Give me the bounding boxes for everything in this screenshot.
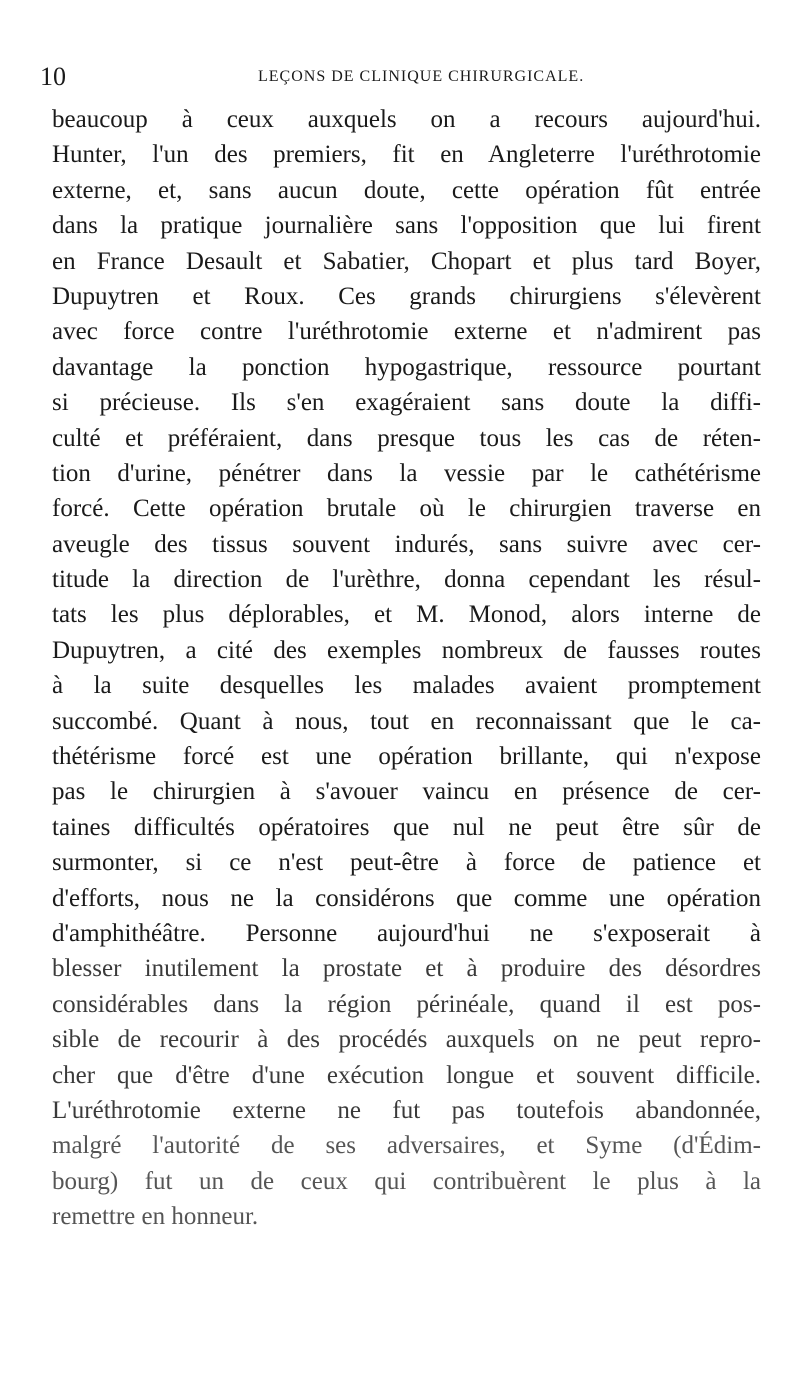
text-line: avec force contre l'uréthrotomie externe et n'admirent pas	[52, 318, 761, 346]
text-line: en France Desault et Sabatier, Chopart et plus tard Boyer,	[52, 247, 761, 275]
text-line: blesser inutilement la prostate et à produire des désordres	[52, 955, 761, 983]
text-line: forcé. Cette opération brutale où le chirurgien traverse en	[52, 495, 761, 523]
running-title: LEÇONS DE CLINIQUE CHIRURGICALE.	[258, 68, 585, 85]
text-line: remettre en honneur.	[52, 1203, 259, 1231]
text-line: malgré l'autorité de ses adversaires, et Syme (d'Édim-	[52, 1132, 761, 1160]
text-line: d'amphithéâtre. Personne aujourd'hui ne s'exposerait à	[52, 919, 761, 947]
text-line: thétérisme forcé est une opération brillante, qui n'expose	[52, 743, 761, 771]
text-line: dans la pratique journalière sans l'opposition que lui firent	[52, 212, 761, 240]
text-line: titude la direction de l'urèthre, donna cependant les résul-	[52, 566, 761, 594]
text-line: aveugle des tissus souvent indurés, sans suivre avec cer-	[52, 530, 761, 558]
text-line: tion d'urine, pénétrer dans la vessie par le cathétérisme	[52, 459, 761, 487]
text-line: davantage la ponction hypogastrique, ressource pourtant	[52, 353, 761, 381]
text-line: considérables dans la région périnéale, quand il est pos-	[52, 990, 761, 1018]
text-line: Hunter, l'un des premiers, fit en Angleterre l'uréthrotomie	[52, 141, 761, 169]
text-line: cher que d'être d'une exécution longue et souvent difficile.	[52, 1061, 761, 1089]
text-line: d'efforts, nous ne la considérons que comme une opération	[52, 884, 761, 912]
text-line: à la suite desquelles les malades avaient promptement	[52, 672, 761, 700]
text-line: externe, et, sans aucun doute, cette opération fût entrée	[52, 176, 761, 204]
text-line: tats les plus déplorables, et M. Monod, alors interne de	[52, 601, 761, 629]
running-head	[40, 62, 760, 92]
text-line: succombé. Quant à nous, tout en reconnaissant que le ca-	[52, 707, 761, 735]
text-line: bourg) fut un de ceux qui contribuèrent le plus à la	[52, 1167, 761, 1195]
body-text	[52, 102, 761, 1235]
text-line: Dupuytren, a cité des exemples nombreux de fausses routes	[52, 636, 761, 664]
text-line: pas le chirurgien à s'avouer vaincu en présence de cer-	[52, 778, 761, 806]
page-number: 10	[40, 62, 66, 91]
text-line: si précieuse. Ils s'en exagéraient sans doute la diffi-	[52, 389, 761, 417]
text-line: Dupuytren et Roux. Ces grands chirurgiens s'élevèrent	[52, 282, 761, 310]
text-line: L'uréthrotomie externe ne fut pas toutefois abandonnée,	[52, 1096, 761, 1124]
text-line: sible de recourir à des procédés auxquels on ne peut repro-	[52, 1026, 761, 1054]
text-line: taines difficultés opératoires que nul ne peut être sûr de	[52, 813, 761, 841]
text-line: beaucoup à ceux auxquels on a recours aujourd'hui.	[52, 106, 761, 133]
text-line: culté et préféraient, dans presque tous les cas de réten-	[52, 424, 761, 452]
text-line: surmonter, si ce n'est peut-être à force de patience et	[52, 849, 761, 877]
